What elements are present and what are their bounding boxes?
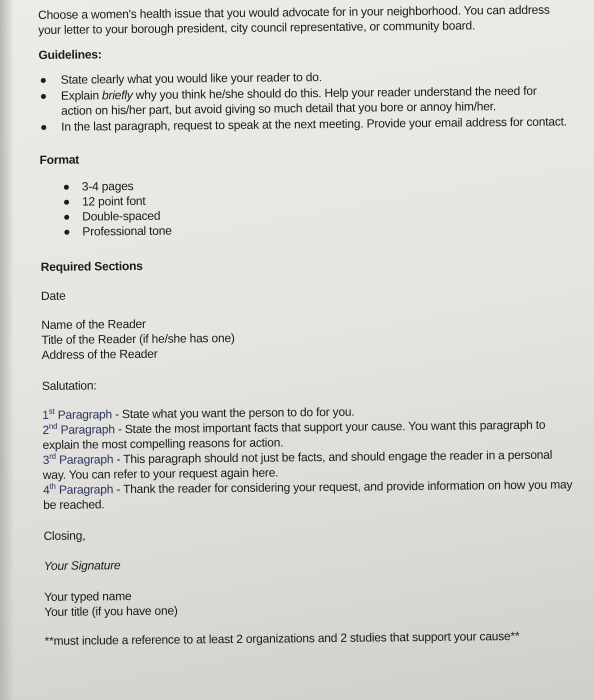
signature-line: Your Signature — [43, 558, 121, 573]
paragraph-guide — [42, 402, 573, 513]
paragraph-item: 1st Paragraph - State what you want the person to do for you. — [42, 404, 355, 422]
format-item: 12 point font — [82, 189, 570, 209]
guidelines-list — [61, 67, 570, 134]
format-item: 3-4 pages — [82, 174, 570, 194]
intro-text: Choose a women's health issue that you would advocate for in your neighborhood. You can address your letter to your borough president, city council representative, or community board. — [38, 2, 550, 37]
format-list — [82, 174, 571, 239]
reader-block — [41, 312, 571, 363]
format-heading: Format — [39, 152, 80, 167]
reader-line: Title of the Reader (if he/she has one) — [41, 330, 235, 347]
page-shadow — [0, 0, 14, 700]
required-sections-heading: Required Sections — [40, 258, 143, 274]
reader-line: Address of the Reader — [41, 346, 158, 362]
closing-line: Closing, — [43, 528, 86, 543]
reader-line: Name of the Reader — [41, 316, 146, 332]
typed-line: Your title (if you have one) — [44, 603, 178, 619]
typed-block — [44, 584, 574, 620]
guideline-item: State clearly what you would like your reader to do. — [61, 67, 569, 87]
format-item: Professional tone — [82, 219, 570, 239]
typed-line: Your typed name — [44, 589, 132, 604]
document-body — [38, 2, 575, 649]
paragraph-item: 4th Paragraph - Thank the reader for considering your request, and provide information on how you may be reached. — [42, 477, 573, 512]
guidelines-heading: Guidelines: — [38, 47, 102, 62]
paragraph-item: 2nd Paragraph - State the most important facts that support your cause. You want this paragraph to explain the most compelling reasons for action. — [42, 417, 546, 452]
date-line: Date — [40, 288, 66, 303]
paragraph-item: 3rd Paragraph - This paragraph should not just be facts, and should engage the reader in a personal way. You can refer to your request again here. — [42, 447, 553, 482]
requirement-note: **must include a reference to at least 2 organizations and 2 studies that support your cause** — [44, 628, 520, 648]
guideline-item: Explain briefly why you think he/she should do this. Help your reader understand the need for action on his/her part, but avoid giving so much detail that you bore or annoy him/her. — [61, 83, 569, 118]
format-item: Double-spaced — [82, 204, 570, 224]
guideline-item: In the last paragraph, request to speak at the next meeting. Provide your email address for contact. — [61, 114, 569, 134]
salutation-line: Salutation: — [41, 378, 97, 393]
